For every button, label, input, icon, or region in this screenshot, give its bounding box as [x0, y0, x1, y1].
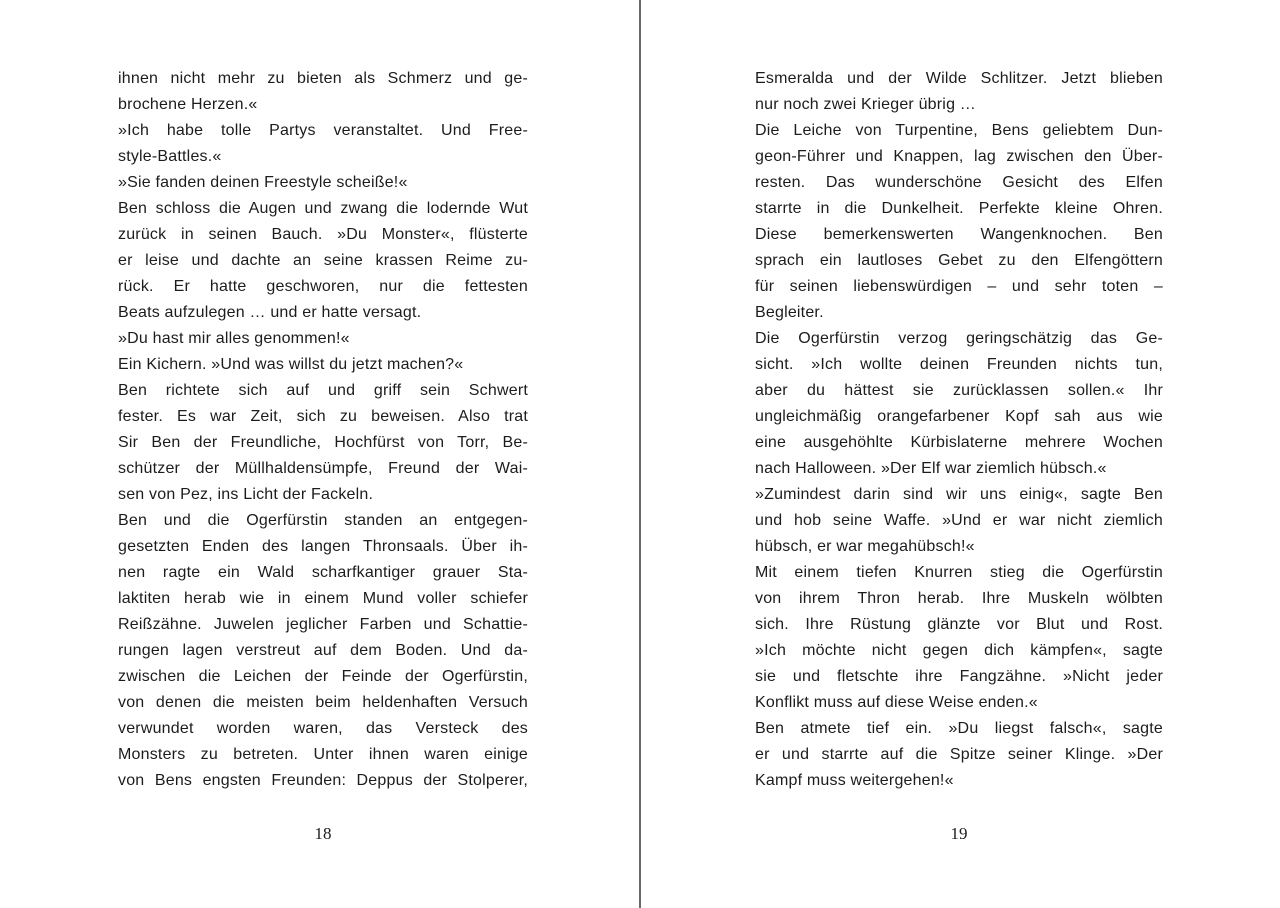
text-line: nach Halloween. »Der Elf war ziemlich hübsch.« [755, 460, 1107, 477]
text-line: Ben richtete sich auf und griff sein Schwert [118, 382, 528, 399]
text-line: rück. Er hatte geschworen, nur die fettesten [118, 278, 528, 295]
text-line: verwundet worden waren, das Versteck des [118, 720, 528, 737]
text-line: Ben schloss die Augen und zwang die lodernde Wut [118, 200, 528, 217]
text-line: Ben atmete tief ein. »Du liegst falsch«, sagte [755, 720, 1163, 737]
text-line: und hob seine Waffe. »Und er war nicht ziemlich [755, 512, 1163, 529]
text-line: Ben und die Ogerfürstin standen an entgegen- [118, 512, 528, 529]
text-line: für seinen liebenswürdigen – und sehr toten – [755, 278, 1163, 295]
text-line: von ihrem Thron herab. Ihre Muskeln wölbten [755, 590, 1163, 607]
page-left [0, 0, 639, 908]
text-line: »Du hast mir alles genommen!« [118, 330, 350, 347]
text-line: sie und fletschte ihre Fangzähne. »Nicht jeder [755, 668, 1163, 685]
text-line: »Zumindest darin sind wir uns einig«, sagte Ben [755, 486, 1163, 503]
text-line: schützer der Müllhaldensümpfe, Freund der Wai- [118, 460, 528, 477]
page-left-text [118, 66, 528, 794]
text-line: von Bens engsten Freunden: Deppus der Stolperer, [118, 772, 528, 789]
text-line: Begleiter. [755, 304, 824, 321]
text-line: resten. Das wunderschöne Gesicht des Elfen [755, 174, 1163, 191]
text-line: »Ich habe tolle Partys veranstaltet. Und Free- [118, 122, 528, 139]
text-line: Monsters zu betreten. Unter ihnen waren einige [118, 746, 528, 763]
text-line: nen ragte ein Wald scharfkantiger grauer Sta- [118, 564, 528, 581]
text-line: starrte in die Dunkelheit. Perfekte kleine Ohren. [755, 200, 1163, 217]
text-line: sich. Ihre Rüstung glänzte vor Blut und Rost. [755, 616, 1163, 633]
text-line: Kampf muss weitergehen!« [755, 772, 954, 789]
text-line: brochene Herzen.« [118, 96, 258, 113]
text-line: hübsch, er war megahübsch!« [755, 538, 975, 555]
text-line: »Sie fanden deinen Freestyle scheiße!« [118, 174, 408, 191]
text-line: style-Battles.« [118, 148, 222, 165]
page-right-text [755, 66, 1163, 794]
text-line: Reißzähne. Juwelen jeglicher Farben und Schattie- [118, 616, 528, 633]
text-line: zurück in seinen Bauch. »Du Monster«, flüsterte [118, 226, 528, 243]
text-line: laktiten herab wie in einem Mund voller schiefer [118, 590, 528, 607]
text-line: er und starrte auf die Spitze seiner Klinge. »Der [755, 746, 1163, 763]
page-right [641, 0, 1280, 908]
text-line: sen von Pez, ins Licht der Fackeln. [118, 486, 374, 503]
text-line: sicht. »Ich wollte deinen Freunden nichts tun, [755, 356, 1163, 373]
text-line: ungleichmäßig orangefarbener Kopf sah aus wie [755, 408, 1163, 425]
text-line: Sir Ben der Freundliche, Hochfürst von Torr, Be- [118, 434, 528, 451]
text-line: rungen lagen verstreut auf dem Boden. Und da- [118, 642, 528, 659]
text-line: Die Ogerfürstin verzog geringschätzig das Ge- [755, 330, 1163, 347]
text-line: fester. Es war Zeit, sich zu beweisen. Also trat [118, 408, 528, 425]
text-line: gesetzten Enden des langen Thronsaals. Über ih- [118, 538, 528, 555]
page-number-right: 19 [950, 824, 968, 843]
text-line: Mit einem tiefen Knurren stieg die Ogerfürstin [755, 564, 1163, 581]
text-line: eine ausgehöhlte Kürbislaterne mehrere Wochen [755, 434, 1163, 451]
text-line: aber du hättest sie zurücklassen sollen.« Ihr [755, 382, 1163, 399]
text-line: Diese bemerkenswerten Wangenknochen. Ben [755, 226, 1163, 243]
page-number-left: 18 [314, 824, 332, 843]
text-line: nur noch zwei Krieger übrig … [755, 96, 977, 113]
text-line: Konflikt muss auf diese Weise enden.« [755, 694, 1038, 711]
text-line: sprach ein lautloses Gebet zu den Elfengöttern [755, 252, 1163, 269]
text-line: ihnen nicht mehr zu bieten als Schmerz und ge- [118, 70, 528, 87]
text-line: von denen die meisten beim heldenhaften Versuch [118, 694, 528, 711]
text-line: er leise und dachte an seine krassen Reime zu- [118, 252, 528, 269]
text-line: Ein Kichern. »Und was willst du jetzt machen?« [118, 356, 464, 373]
text-line: Die Leiche von Turpentine, Bens geliebtem Dun- [755, 122, 1163, 139]
text-line: Beats aufzulegen … und er hatte versagt. [118, 304, 422, 321]
text-line: zwischen die Leichen der Feinde der Ogerfürstin, [118, 668, 528, 685]
text-line: Esmeralda und der Wilde Schlitzer. Jetzt blieben [755, 70, 1163, 87]
text-line: »Ich möchte nicht gegen dich kämpfen«, sagte [755, 642, 1163, 659]
text-line: geon-Führer und Knappen, lag zwischen den Über- [755, 148, 1163, 165]
